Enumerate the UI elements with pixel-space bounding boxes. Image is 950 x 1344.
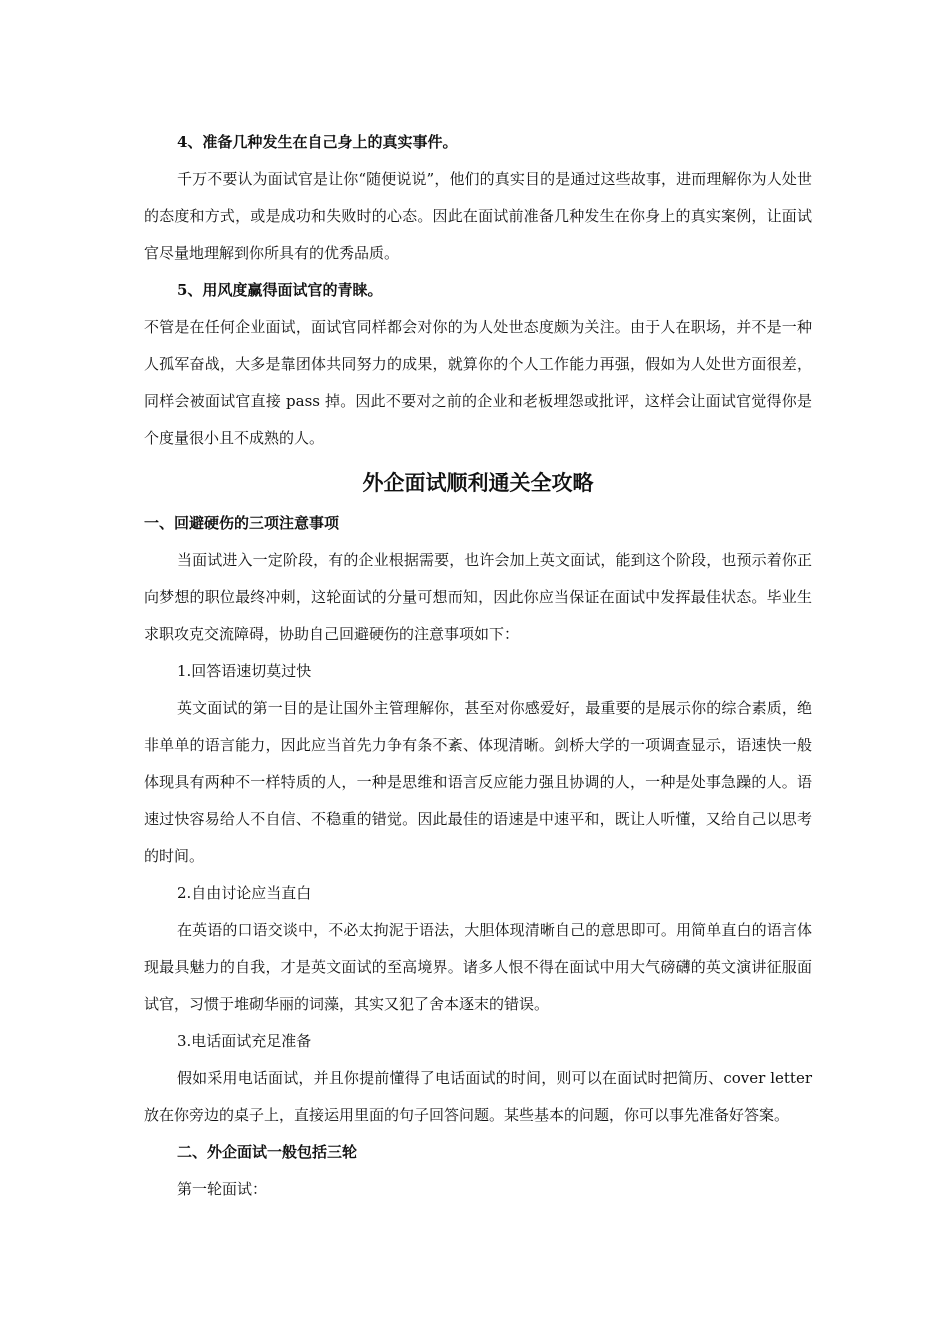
- item-3-paragraph: 假如采用电话面试，并且你提前懂得了电话面试的时间，则可以在面试时把简历、cover letter 放在你旁边的桌子上，直接运用里面的句子回答问题。某些基本的问题，你可以事先准备好答案。: [144, 1069, 812, 1124]
- document-body: [144, 124, 812, 1208]
- section-5-heading: 5、用风度赢得面试官的青睐。: [177, 281, 383, 299]
- item-2-paragraph: 在英语的口语交谈中，不必太拘泥于语法，大胆体现清晰自己的意思即可。用简单直白的语言体现最具魅力的自我，才是英文面试的至高境界。诸多人恨不得在面试中用大气磅礴的英文演讲征服面试官，习惯于堆砌华丽的词藻，其实又犯了舍本逐末的错误。: [144, 921, 812, 1013]
- round-1-label: 第一轮面试：: [177, 1180, 268, 1198]
- article-title: 外企面试顺利通关全攻略: [362, 470, 594, 495]
- section-5-paragraph: 不管是在任何企业面试，面试官同样都会对你的为人处世态度颇为关注。由于人在职场，并不是一种人孤军奋战，大多是靠团体共同努力的成果，就算你的个人工作能力再强，假如为人处世方面很差，同样会被面试官直接 pass 掉。因此不要对之前的企业和老板埋怨或批评，这样会让面试官觉得你是个度量很小且不成熟的人。: [144, 318, 812, 447]
- item-3-heading: 3.电话面试充足准备: [177, 1032, 312, 1050]
- item-2-heading: 2.自由讨论应当直白: [177, 884, 312, 902]
- item-1-heading: 1.回答语速切莫过快: [177, 662, 312, 680]
- part-1-intro-paragraph: 当面试进入一定阶段，有的企业根据需要，也许会加上英文面试，能到这个阶段，也预示着你正向梦想的职位最终冲刺，这轮面试的分量可想而知，因此你应当保证在面试中发挥最佳状态。毕业生求职攻克交流障碍，协助自己回避硬伤的注意事项如下：: [144, 551, 812, 643]
- part-2-heading: 二、外企面试一般包括三轮: [177, 1143, 358, 1161]
- section-4-heading: 4、准备几种发生在自己身上的真实事件。: [177, 133, 458, 151]
- part-1-heading: 一、回避硬伤的三项注意事项: [144, 514, 340, 532]
- section-4-paragraph: 千万不要认为面试官是让你“随便说说”，他们的真实目的是通过这些故事，进而理解你为人处世的态度和方式，或是成功和失败时的心态。因此在面试前准备几种发生在你身上的真实案例，让面试官尽量地理解到你所具有的优秀品质。: [144, 170, 812, 262]
- item-1-paragraph: 英文面试的第一目的是让国外主管理解你，甚至对你感爱好，最重要的是展示你的综合素质，绝非单单的语言能力，因此应当首先力争有条不紊、体现清晰。剑桥大学的一项调查显示，语速快一般体现具有两种不一样特质的人，一种是思维和语言反应能力强且协调的人，一种是处事急躁的人。语速过快容易给人不自信、不稳重的错觉。因此最佳的语速是中速平和，既让人听懂，又给自己以思考的时间。: [144, 699, 812, 865]
